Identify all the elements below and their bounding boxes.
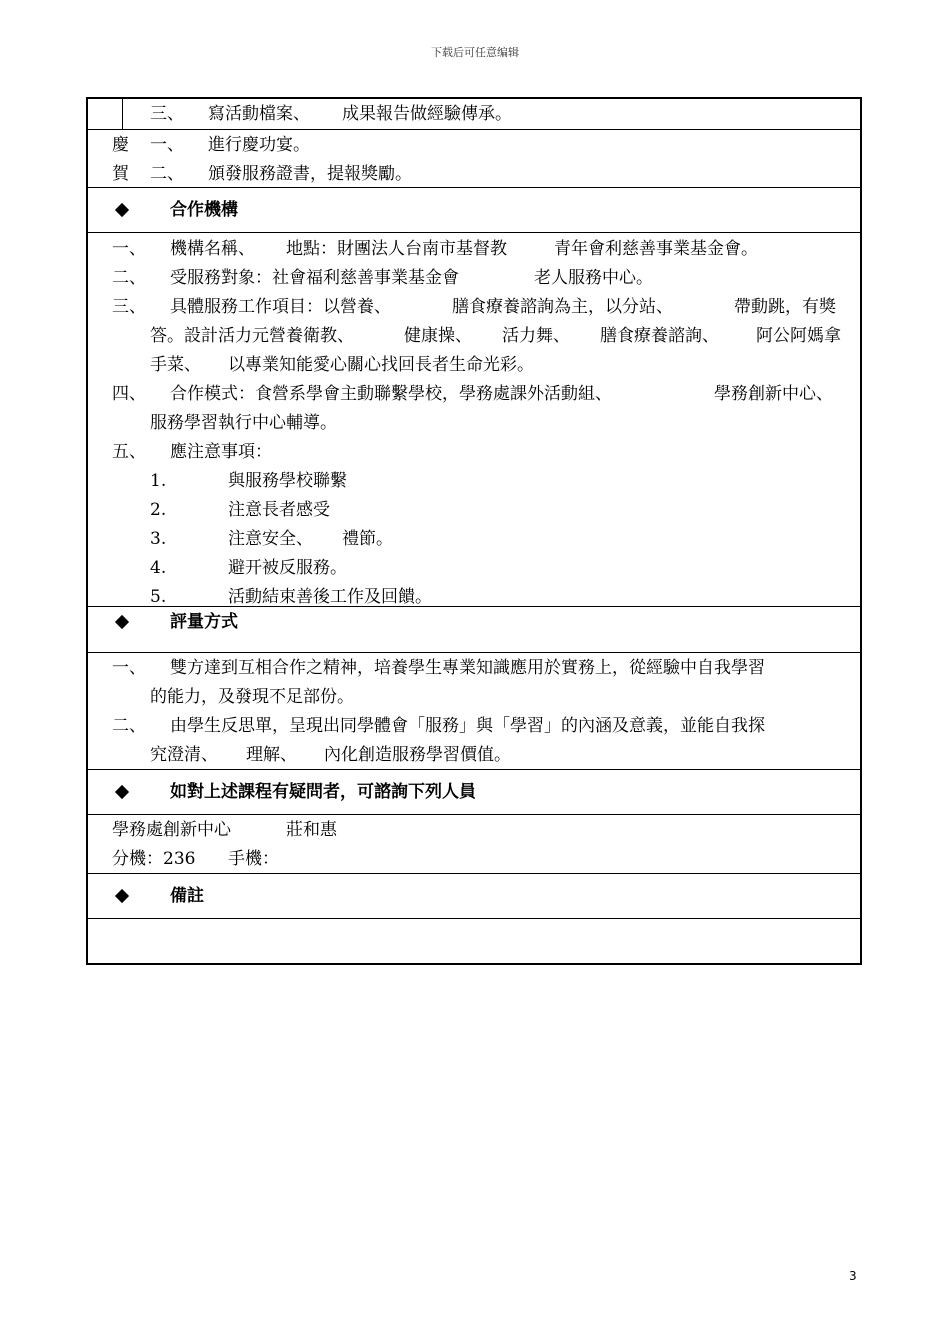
partner-line: 學務創新中心、 bbox=[714, 384, 833, 404]
contact-person: 莊和惠 bbox=[286, 820, 337, 840]
row-celebrate bbox=[88, 130, 860, 188]
celebrate-item-num: 二、 bbox=[150, 164, 184, 184]
evaluation-line: 理解、 bbox=[246, 745, 297, 765]
partner-line: 膳食療養諮詢、 bbox=[600, 326, 719, 346]
note-num: 3. bbox=[150, 529, 167, 549]
section-heading-partner bbox=[88, 188, 860, 233]
archive-text-2: 成果報告做經驗傳承。 bbox=[342, 104, 512, 124]
partner-line: 青年會利慈善事業基金會。 bbox=[554, 239, 758, 259]
celebrate-label-bottom: 賀 bbox=[112, 164, 129, 184]
diamond-bullet-icon bbox=[115, 615, 129, 629]
section-evaluation-content bbox=[88, 653, 860, 770]
note-text: 注意長者感受 bbox=[228, 500, 330, 520]
page-number: 3 bbox=[849, 1269, 857, 1283]
note-text: 注意安全、 bbox=[228, 529, 313, 549]
partner-line: 地點：財團法人台南市基督教 bbox=[286, 239, 507, 259]
note-num: 1. bbox=[150, 471, 167, 491]
partner-line: 機構名稱、 bbox=[170, 239, 255, 259]
evaluation-line: 一、 bbox=[112, 658, 146, 678]
partner-line: 答。設計活力元營養衛教、 bbox=[150, 326, 354, 346]
evaluation-line: 的能力，及發現不足部份。 bbox=[150, 687, 354, 707]
diamond-bullet-icon bbox=[115, 785, 129, 799]
partner-line: 阿公阿媽拿 bbox=[756, 326, 841, 346]
contact-mobile: 手機： bbox=[228, 849, 279, 869]
partner-line: 應注意事項： bbox=[170, 442, 272, 462]
partner-line: 一、 bbox=[112, 239, 146, 259]
section-contact-content bbox=[88, 815, 860, 874]
archive-num: 三、 bbox=[150, 104, 184, 124]
partner-line: 健康操、 bbox=[404, 326, 472, 346]
evaluation-line: 二、 bbox=[112, 716, 146, 736]
evaluation-line: 內化創造服務學習價值。 bbox=[324, 745, 511, 765]
partner-line: 具體服務工作項目：以營養、 bbox=[170, 297, 391, 317]
note-num: 2. bbox=[150, 500, 167, 520]
contact-heading: 如對上述課程有疑問者，可諮詢下列人員 bbox=[170, 782, 476, 802]
note-text: 與服務學校聯繫 bbox=[228, 471, 347, 491]
section-partner-content bbox=[88, 233, 860, 607]
note-num: 4. bbox=[150, 558, 167, 578]
contact-extension: 分機：236 bbox=[112, 849, 196, 869]
partner-line: 膳食療養諮詢為主，以分站、 bbox=[452, 297, 673, 317]
partner-line: 服務學習執行中心輔導。 bbox=[150, 413, 337, 433]
partner-line: 三、 bbox=[112, 297, 146, 317]
partner-heading: 合作機構 bbox=[170, 200, 238, 220]
remarks-heading: 備註 bbox=[170, 886, 204, 906]
partner-line: 以專業知能愛心關心找回長者生命光彩。 bbox=[228, 355, 534, 375]
note-num: 5. bbox=[150, 587, 167, 607]
evaluation-line: 由學生反思單，呈現出同學體會「服務」與「學習」的內涵及意義，並能自我探 bbox=[170, 716, 765, 736]
section-remarks-content bbox=[88, 919, 860, 963]
partner-line: 四、 bbox=[112, 384, 146, 404]
partner-line: 二、 bbox=[112, 268, 146, 288]
partner-line: 合作模式：食營系學會主動聯繫學校，學務處課外活動組、 bbox=[170, 384, 612, 404]
celebrate-item-text: 頒發服務證書，提報獎勵。 bbox=[208, 164, 412, 184]
header-note: 下载后可任意编辑 bbox=[431, 46, 519, 59]
section-heading-contact bbox=[88, 770, 860, 815]
evaluation-heading: 評量方式 bbox=[170, 612, 238, 632]
archive-text: 寫活動檔案、 bbox=[208, 104, 310, 124]
course-table bbox=[86, 97, 862, 965]
evaluation-line: 雙方達到互相合作之精神，培養學生專業知識應用於實務上，從經驗中自我學習 bbox=[170, 658, 765, 678]
note-text: 活動結束善後工作及回饋。 bbox=[228, 587, 432, 607]
partner-line: 帶動跳，有獎 bbox=[734, 297, 836, 317]
diamond-bullet-icon bbox=[115, 889, 129, 903]
row-archive bbox=[88, 99, 860, 130]
section-heading-remarks bbox=[88, 874, 860, 919]
celebrate-item-text: 進行慶功宴。 bbox=[208, 135, 310, 155]
contact-office: 學務處創新中心 bbox=[112, 820, 231, 840]
partner-line: 五、 bbox=[112, 442, 146, 462]
partner-line: 手菜、 bbox=[150, 355, 201, 375]
evaluation-line: 究澄清、 bbox=[150, 745, 218, 765]
note-text: 避开被反服務。 bbox=[228, 558, 347, 578]
note-text-2: 禮節。 bbox=[342, 529, 393, 549]
partner-line: 活力舞、 bbox=[502, 326, 570, 346]
column-divider bbox=[122, 99, 123, 129]
celebrate-label-top: 慶 bbox=[112, 135, 129, 155]
section-heading-evaluation bbox=[88, 607, 860, 653]
celebrate-item-num: 一、 bbox=[150, 135, 184, 155]
partner-line: 受服務對象：社會福利慈善事業基金會 bbox=[170, 268, 459, 288]
partner-line: 老人服務中心。 bbox=[534, 268, 653, 288]
diamond-bullet-icon bbox=[115, 203, 129, 217]
